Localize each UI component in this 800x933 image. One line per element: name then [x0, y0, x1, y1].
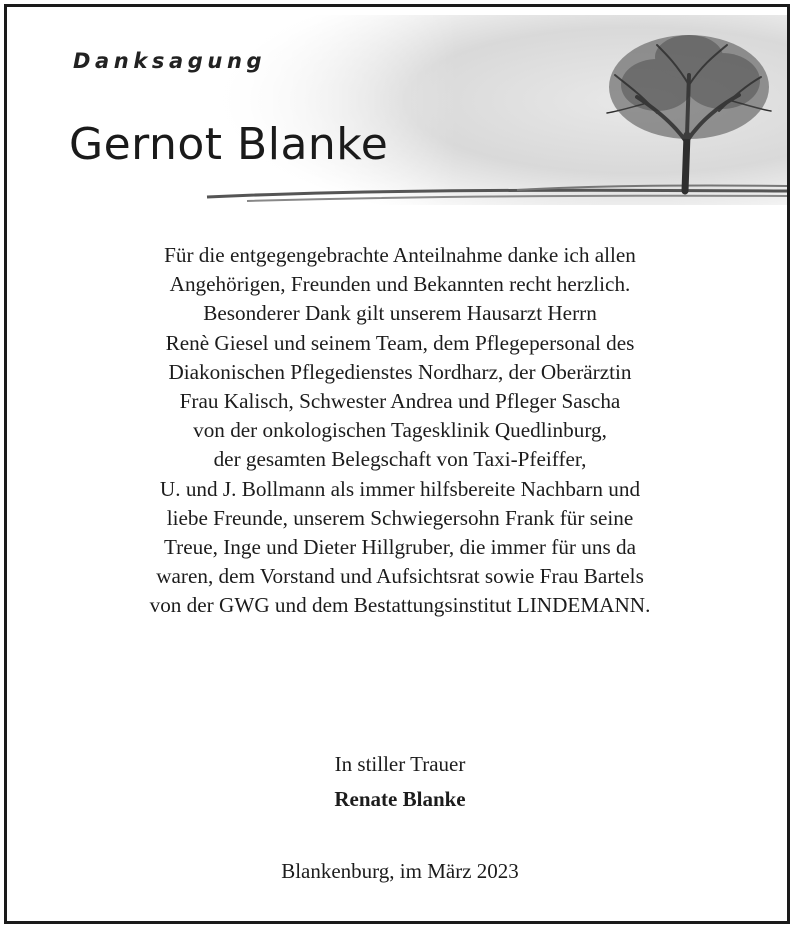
body-line: U. und J. Bollmann als immer hilfsbereite Nachbarn und	[159, 476, 641, 501]
body-line: der gesamten Belegschaft von Taxi-Pfeiffer,	[213, 447, 587, 472]
body-line: von der onkologischen Tagesklinik Quedlinburg,	[193, 418, 607, 443]
body-line: Renè Giesel und seinem Team, dem Pflegepersonal des	[165, 330, 635, 355]
body-line: Angehörigen, Freunden und Bekannten recht herzlich.	[169, 272, 631, 297]
signatory-name: Renate Blanke	[334, 787, 466, 811]
deceased-name: Gernot Blanke	[69, 119, 389, 170]
notice-heading: Danksagung	[73, 49, 267, 73]
body-line: Treue, Inge und Dieter Hillgruber, die immer für uns da	[163, 535, 637, 560]
notice-body	[17, 241, 783, 621]
tree-landscape-illustration	[187, 15, 787, 205]
closing-phrase: In stiller Trauer	[334, 752, 466, 776]
body-line: Besonderer Dank gilt unserem Hausarzt Herrn	[203, 301, 597, 326]
body-line: Frau Kalisch, Schwester Andrea und Pfleger Sascha	[179, 389, 621, 414]
body-line: von der GWG und dem Bestattungsinstitut LINDEMANN.	[149, 593, 651, 618]
body-line: Für die entgegengebrachte Anteilnahme danke ich allen	[164, 243, 636, 267]
obituary-card	[4, 4, 790, 924]
place-date: Blankenburg, im März 2023	[281, 859, 519, 883]
body-line: liebe Freunde, unserem Schwiegersohn Frank für seine	[166, 505, 634, 530]
body-line: waren, dem Vorstand und Aufsichtsrat sowie Frau Bartels	[156, 564, 644, 589]
body-line: Diakonischen Pflegedienstes Nordharz, der Oberärztin	[168, 359, 632, 384]
